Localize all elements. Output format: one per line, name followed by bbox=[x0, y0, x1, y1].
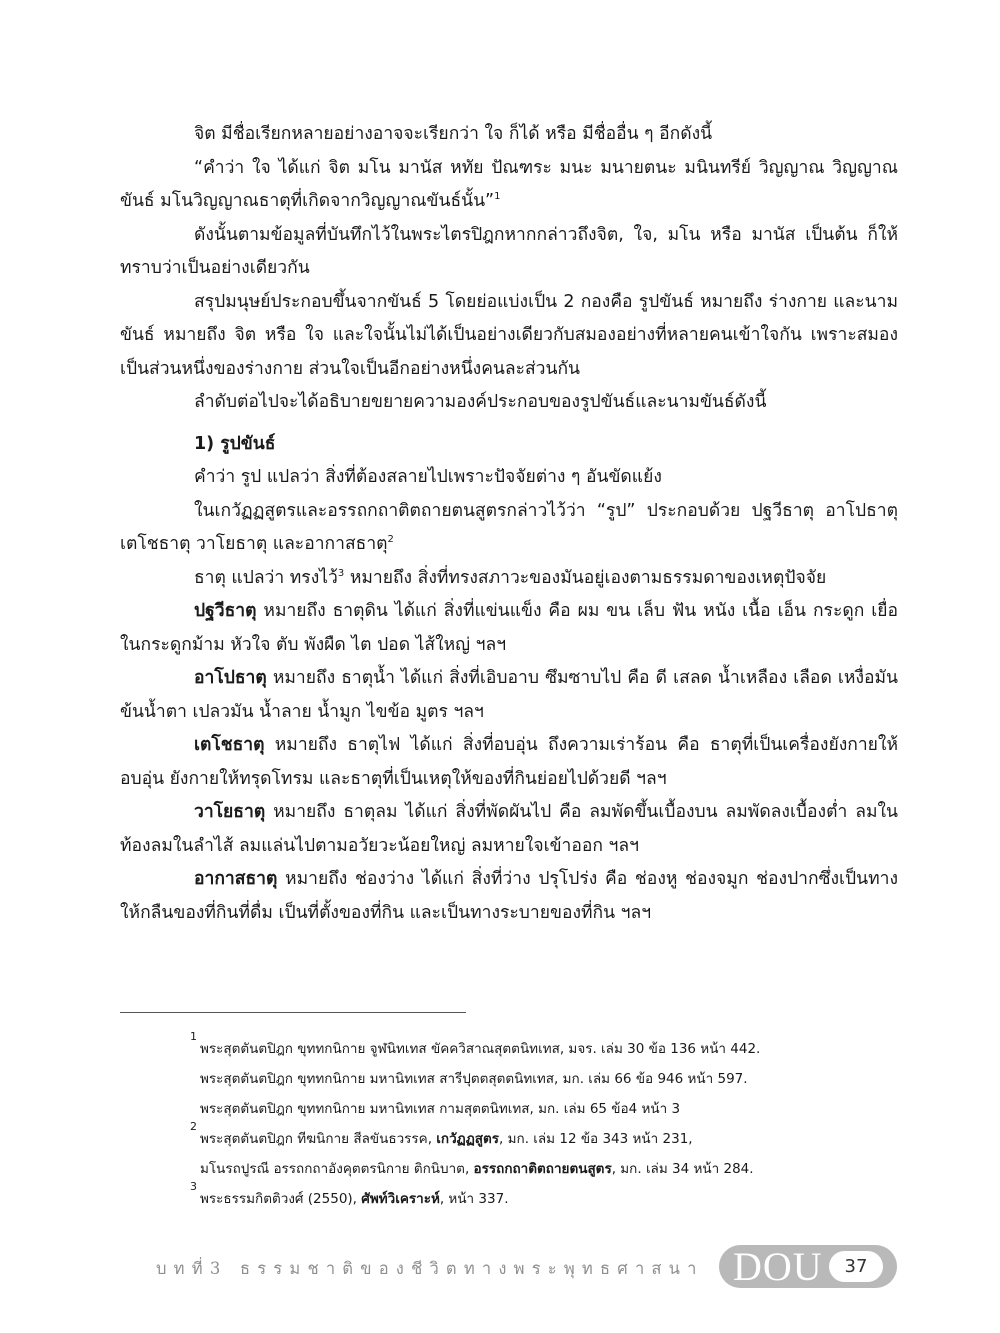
footnote-number: 1 bbox=[190, 1030, 197, 1043]
footnote-1-line: พระสุตตันตปิฎก ขุททกนิกาย มหานิทเทส สารีปุตตสุตตนิทเทส, มก. เล่ม 66 ข้อ 946 หน้า 597. bbox=[200, 1071, 748, 1087]
page-number: 37 bbox=[829, 1251, 883, 1282]
paragraph: จิต มีชื่อเรียกหลายอย่างอาจจะเรียกว่า ใจ ก็ได้ หรือ มีชื่ออื่น ๆ อีกดังนี้ bbox=[194, 124, 713, 144]
element-definition bbox=[120, 729, 898, 796]
dou-badge bbox=[719, 1245, 897, 1288]
element-term: วาโยธาตุ bbox=[194, 802, 266, 822]
footnote-ref: 3 bbox=[337, 567, 345, 579]
element-definition bbox=[120, 863, 898, 930]
paragraph: ในเกวัฏฏสูตรและอรรถกถาติตถายตนสูตรกล่าวไว้ว่า “รูป” ประกอบด้วย ปฐวีธาตุ อาโปธาตุ เตโชธาตุ วาโยธาตุ และอากาสธาตุ$^2$ bbox=[120, 500, 898, 554]
paragraph: ดังนั้นตามข้อมูลที่บันทึกไว้ในพระไตรปิฎกหากกล่าวถึงจิต, ใจ, มโน หรือ มานัส เป็นต้น ก็ให้ทราบว่าเป็นอย่างเดียวกัน bbox=[120, 224, 898, 278]
element-term: เตโชธาตุ bbox=[194, 735, 265, 755]
section-heading: 1) รูปขันธ์ bbox=[194, 433, 276, 454]
element-term: อากาสธาตุ bbox=[194, 869, 278, 889]
citation-title: ศัพท์วิเคราะห์ bbox=[361, 1191, 440, 1207]
element-description: หมายถึง ช่องว่าง ได้แก่ สิ่งที่ว่าง ปรุโปร่ง คือ ช่องหู ช่องจมูก ช่องปากซึ่งเป็นทางให้กลืนของที่กินที่ดื่ม เป็นที่ตั้งของที่กิน และเป็นทางระบายของที่กิน ฯลฯ bbox=[120, 869, 898, 923]
main-text bbox=[120, 118, 898, 930]
footnote-ref: 2 bbox=[387, 534, 394, 545]
footnote-number: 2 bbox=[190, 1120, 197, 1133]
element-term: อาโปธาตุ bbox=[194, 668, 267, 688]
footnote-2-line: มโนรถปูรณี อรรถกถาอังคุตตรนิกาย ติกนิบาต, อรรถกถาติตถายตนสูตร, มก. เล่ม 34 หน้า 284. bbox=[200, 1161, 754, 1177]
citation-title: อรรถกถาติตถายตนสูตร bbox=[473, 1161, 612, 1177]
footnote-divider bbox=[120, 1012, 466, 1013]
element-description: หมายถึง ธาตุไฟ ได้แก่ สิ่งที่อบอุ่น ถึงความเร่าร้อน คือ ธาตุที่เป็นเครื่องยังกายให้อบอุ่น ยังกายให้ทรุดโทรม และธาตุที่เป็นเหตุให้ของที่กินย่อยไปด้วยดี ฯลฯ bbox=[120, 735, 898, 789]
citation-title: เกวัฏฏสูตร bbox=[436, 1131, 500, 1147]
footnote-3: 3 พระธรรมกิตติวงศ์ (2550), ศัพท์วิเคราะห์, หน้า 337. bbox=[190, 1180, 509, 1207]
element-term: ปฐวีธาตุ bbox=[194, 601, 257, 621]
dou-logo: DOU bbox=[733, 1244, 823, 1289]
footnote-number: 3 bbox=[190, 1180, 197, 1193]
footnote-1-line: พระสุตตันตปิฎก ขุททกนิกาย มหานิทเทส กามสุตตนิทเทส, มก. เล่ม 65 ข้อ4 หน้า 3 bbox=[200, 1101, 681, 1117]
page-footer bbox=[140, 1244, 900, 1290]
chapter-title: บทที่3 ธรรมชาติของชีวิตทางพระพุทธศาสนา bbox=[156, 1259, 704, 1278]
paragraph: ธาตุ แปลว่า ทรงไว้$^3$ หมายถึง สิ่งที่ทรงสภาวะของมันอยู่เองตามธรรมดาของเหตุปัจจัย bbox=[194, 567, 827, 588]
element-definition bbox=[120, 595, 898, 662]
footnote-2: 2 พระสุตตันตปิฎก ทีฆนิกาย สีลขันธวรรค, เกวัฏฏสูตร, มก. เล่ม 12 ข้อ 343 หน้า 231, bbox=[190, 1120, 693, 1147]
element-description: หมายถึง ธาตุน้ำ ได้แก่ สิ่งที่เอิบอาบ ซึมซาบไป คือ ดี เสลด น้ำเหลือง เลือด เหงื่อมันข้นน้ำตา เปลวมัน น้ำลาย น้ำมูก ไขข้อ มูตร ฯลฯ bbox=[120, 668, 898, 722]
paragraph: ลำดับต่อไปจะได้อธิบายขยายความองค์ประกอบของรูปขันธ์และนามขันธ์ดังนี้ bbox=[194, 392, 767, 412]
paragraph: สรุปมนุษย์ประกอบขึ้นจากขันธ์ 5 โดยย่อแบ่งเป็น 2 กองคือ รูปขันธ์ หมายถึง ร่างกาย และนามขันธ์ หมายถึง จิต หรือ ใจ และใจนั้นไม่ได้เป็นอย่างเดียวกับสมองอย่างที่หลายคนเข้าใจกัน เพราะสมองเป็นส่วนหนึ่งของร่างกาย ส่วนใจเป็นอีกอย่างหนึ่งคนละส่วนกัน bbox=[120, 291, 898, 379]
paragraph: คำว่า รูป แปลว่า สิ่งที่ต้องสลายไปเพราะปัจจัยต่าง ๆ อันขัดแย้ง bbox=[194, 467, 662, 487]
element-definition bbox=[120, 796, 898, 863]
footnote-ref: 1 bbox=[494, 191, 501, 202]
element-description: หมายถึง ธาตุลม ได้แก่ สิ่งที่พัดผันไป คือ ลมพัดขึ้นเบื้องบน ลมพัดลงเบื้องต่ำ ลมในท้องลมในลำไส้ ลมแล่นไปตามอวัยวะน้อยใหญ่ ลมหายใจเข้าออก ฯลฯ bbox=[120, 802, 898, 856]
element-definition bbox=[120, 662, 898, 729]
element-description: หมายถึง ธาตุดิน ได้แก่ สิ่งที่แข่นแข็ง คือ ผม ขน เล็บ ฟัน หนัง เนื้อ เอ็น กระดูก เยื่อในกระดูกม้าม หัวใจ ตับ พังผืด ไต ปอด ไส้ใหญ่ ฯลฯ bbox=[120, 601, 898, 655]
quote-paragraph: “คำว่า ใจ ได้แก่ จิต มโน มานัส หทัย ปัณฑระ มนะ มนายตนะ มนินทรีย์ วิญญาณ วิญญาณขันธ์ มโนวิญญาณธาตุที่เกิดจากวิญญาณขันธ์นั้น”$^1$ bbox=[120, 157, 898, 211]
footnotes bbox=[190, 1030, 890, 1214]
footnote-1: 1 พระสุตตันตปิฎก ขุททกนิกาย จูฬนิทเทส ขัคควิสาณสุตตนิทเทส, มจร. เล่ม 30 ข้อ 136 หน้า 442. bbox=[190, 1030, 761, 1057]
